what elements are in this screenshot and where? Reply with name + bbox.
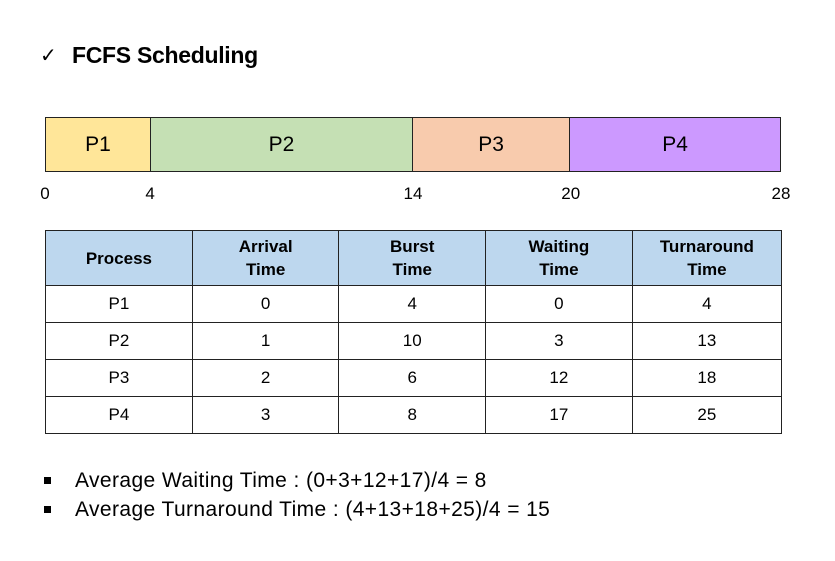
column-header [46,231,193,286]
gantt-tick-label: 20 [561,184,581,203]
column-header [192,231,339,286]
gantt-block-p3: P3 [413,118,570,171]
column-header [486,231,633,286]
table-cell: 12 [486,360,633,397]
page-title: FCFS Scheduling [72,41,258,68]
table-cell: P4 [46,397,193,434]
table-cell: 3 [192,397,339,434]
table-cell: 1 [192,323,339,360]
column-header [632,231,781,286]
summary-text: Average Turnaround Time : (4+13+18+25)/4 = 15 [75,498,551,521]
gantt-block-p4: P4 [570,118,780,171]
column-header-text: Process [85,248,152,268]
gantt-tick-label: 4 [145,184,155,203]
table-row [46,360,782,397]
table-cell: 13 [632,323,781,360]
gantt-chart [45,117,781,172]
column-header [339,231,486,286]
table-cell: 4 [339,286,486,323]
column-header-text: Waiting [528,237,590,256]
gantt-tick-label: 0 [40,184,50,203]
square-bullet-icon [44,477,51,484]
column-header-text: Arrival [238,237,293,256]
table-cell: 25 [632,397,781,434]
table-row [46,323,782,360]
gantt-tick-label: 28 [771,184,791,203]
table-row [46,286,782,323]
column-header-text: Time [245,260,286,279]
column-header-text: Time [687,260,727,279]
table-cell: 2 [192,360,339,397]
gantt-block-p1: P1 [46,118,151,171]
checkmark-icon: ✓ [40,43,57,67]
table-cell: 10 [339,323,486,360]
table-body [46,286,782,434]
schedule-table [45,230,782,434]
summary-list [42,466,550,524]
column-header-text: Time [392,260,432,279]
table-cell: 8 [339,397,486,434]
summary-item [42,495,550,524]
table-cell: 6 [339,360,486,397]
column-header-text: Burst [390,237,435,256]
table-cell: 4 [632,286,781,323]
table-header-row [46,231,782,286]
gantt-tick-label: 14 [403,184,423,203]
title-row [40,38,258,72]
table-cell: 0 [192,286,339,323]
table-cell: 17 [486,397,633,434]
table-cell: P1 [46,286,193,323]
square-bullet-icon [44,506,51,513]
column-header-text: Time [539,260,579,279]
gantt-block-p2: P2 [151,118,413,171]
table-cell: P2 [46,323,193,360]
table-cell: P3 [46,360,193,397]
table-row [46,397,782,434]
table-cell: 3 [486,323,633,360]
table-cell: 0 [486,286,633,323]
column-header-text: Turnaround [659,237,754,256]
summary-text: Average Waiting Time : (0+3+12+17)/4 = 8 [75,469,487,492]
table-cell: 18 [632,360,781,397]
summary-item [42,466,550,495]
